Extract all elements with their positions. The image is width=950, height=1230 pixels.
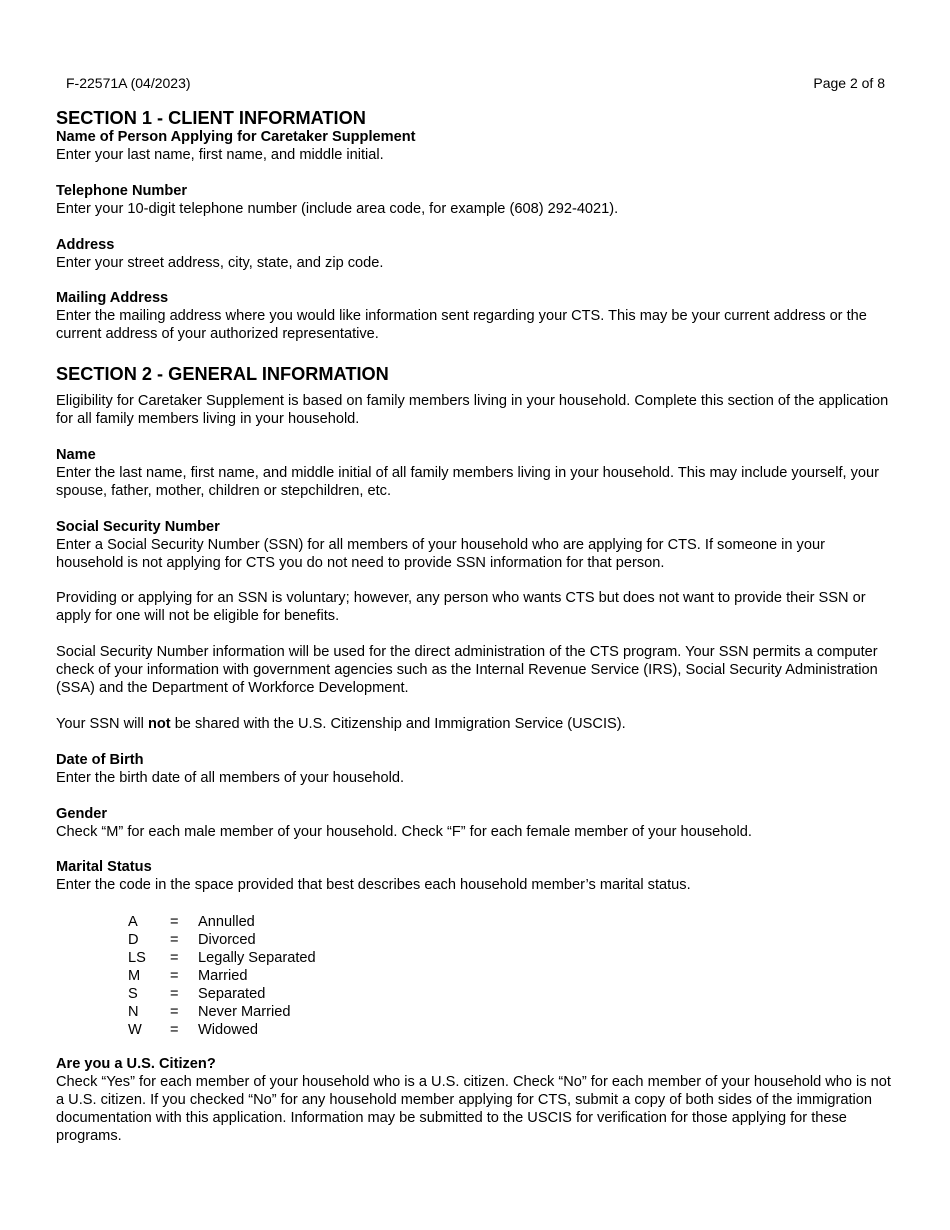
ssn-text-4-post: be shared with the U.S. Citizenship and Immigration Service (USCIS). (170, 715, 626, 732)
marital-code-meaning: Never Married (198, 1004, 291, 1021)
marital-code-meaning: Married (198, 968, 248, 985)
page-number: Page 2 of 8 (813, 75, 885, 91)
marital-code-row (128, 967, 316, 985)
mailing-address-block (56, 290, 896, 344)
telephone-label: Telephone Number (56, 182, 188, 199)
marital-code-meaning: Legally Separated (198, 950, 316, 967)
marital-code-equals: = (170, 914, 179, 931)
marital-code-row (128, 985, 316, 1003)
section-2-intro: Eligibility for Caretaker Supplement is based on family members living in your household. Complete this section of the application for all family members living in your household. (56, 393, 889, 428)
marital-code-row (128, 1021, 316, 1039)
mailing-address-text: Enter the mailing address where you would like information sent regarding your CTS. This may be your current address or the current address of your authorized representative. (56, 308, 867, 343)
marital-status-block (56, 859, 896, 895)
section-2-title: SECTION 2 - GENERAL INFORMATION (56, 364, 389, 385)
address-text: Enter your street address, city, state, and zip code. (56, 254, 384, 271)
applicant-name-text: Enter your last name, first name, and middle initial. (56, 146, 384, 163)
member-name-label: Name (56, 446, 96, 463)
form-id: F-22571A (04/2023) (66, 75, 191, 91)
marital-code-equals: = (170, 986, 179, 1003)
marital-code: M (128, 968, 141, 985)
ssn-text-4 (56, 716, 896, 734)
marital-status-label: Marital Status (56, 859, 152, 876)
marital-code: D (128, 932, 139, 949)
ssn-text-4-pre: Your SSN will (56, 715, 148, 732)
ssn-block (56, 519, 896, 573)
applicant-name-block (56, 129, 896, 165)
marital-code-equals: = (170, 1004, 179, 1021)
mailing-address-label: Mailing Address (56, 290, 169, 307)
dob-text: Enter the birth date of all members of your household. (56, 769, 405, 786)
marital-code: W (128, 1022, 142, 1039)
marital-code-row (128, 913, 316, 931)
ssn-text-2: Providing or applying for an SSN is voluntary; however, any person who wants CTS but does not want to provide their SSN or apply for one will not be eligible for benefits. (56, 590, 866, 625)
dob-block (56, 752, 896, 788)
marital-code-equals: = (170, 1022, 179, 1039)
telephone-block (56, 183, 896, 219)
marital-code: N (128, 1004, 139, 1021)
page-header (66, 75, 885, 92)
member-name-text: Enter the last name, first name, and middle initial of all family members living in your household. This may include yourself, your spouse, father, mother, children or stepchildren, etc. (56, 464, 880, 499)
marital-code-meaning: Separated (198, 986, 266, 1003)
applicant-name-label: Name of Person Applying for Caretaker Supplement (56, 129, 416, 145)
ssn-text-3: Social Security Number information will be used for the direct administration of the CTS program. Your SSN permits a computer check of your information with government agencies such as the Internal Revenue Service (IRS), Social Security Administration (SSA) and the Department of Workforce Development. (56, 644, 878, 697)
gender-text: Check “M” for each male member of your household. Check “F” for each female member of your household. (56, 823, 752, 840)
marital-code-meaning: Divorced (198, 932, 256, 949)
marital-code-equals: = (170, 968, 179, 985)
citizen-block (56, 1056, 896, 1146)
citizen-text: Check “Yes” for each member of your household who is a U.S. citizen. Check “No” for each member of your household who is not a U.S. citizen. If you checked “No” for any household member applying for CTS, submit a copy of both sides of the immigration documentation with this application. Information may be submitted to the USCIS for verification for those applying for these programs. (56, 1074, 891, 1144)
marital-status-text: Enter the code in the space provided that best describes each household member’s marital status. (56, 877, 691, 894)
address-block (56, 237, 896, 273)
address-label: Address (56, 236, 115, 253)
marital-code: A (128, 914, 138, 931)
document-body (56, 108, 896, 1146)
ssn-label: Social Security Number (56, 518, 220, 535)
marital-code-row (128, 931, 316, 949)
ssn-text-1: Enter a Social Security Number (SSN) for all members of your household who are applying for CTS. If someone in your household is not applying for CTS you do not need to provide SSN information for that person. (56, 536, 825, 571)
citizen-label: Are you a U.S. Citizen? (56, 1056, 216, 1073)
marital-code: LS (128, 950, 146, 967)
dob-label: Date of Birth (56, 751, 144, 768)
gender-block (56, 806, 896, 842)
ssn-text-4-bold: not (147, 715, 171, 732)
marital-code-meaning: Widowed (198, 1022, 259, 1039)
section-1-title: SECTION 1 - CLIENT INFORMATION (56, 108, 366, 128)
marital-code-meaning: Annulled (198, 914, 255, 931)
gender-label: Gender (56, 805, 108, 822)
marital-code-row (128, 1003, 316, 1021)
member-name-block (56, 447, 896, 501)
marital-code-row (128, 949, 316, 967)
telephone-text: Enter your 10-digit telephone number (include area code, for example (608) 292-4021). (56, 200, 619, 217)
marital-code-equals: = (170, 950, 179, 967)
marital-codes-table (128, 913, 316, 1039)
marital-code: S (128, 986, 138, 1003)
marital-code-equals: = (170, 932, 179, 949)
